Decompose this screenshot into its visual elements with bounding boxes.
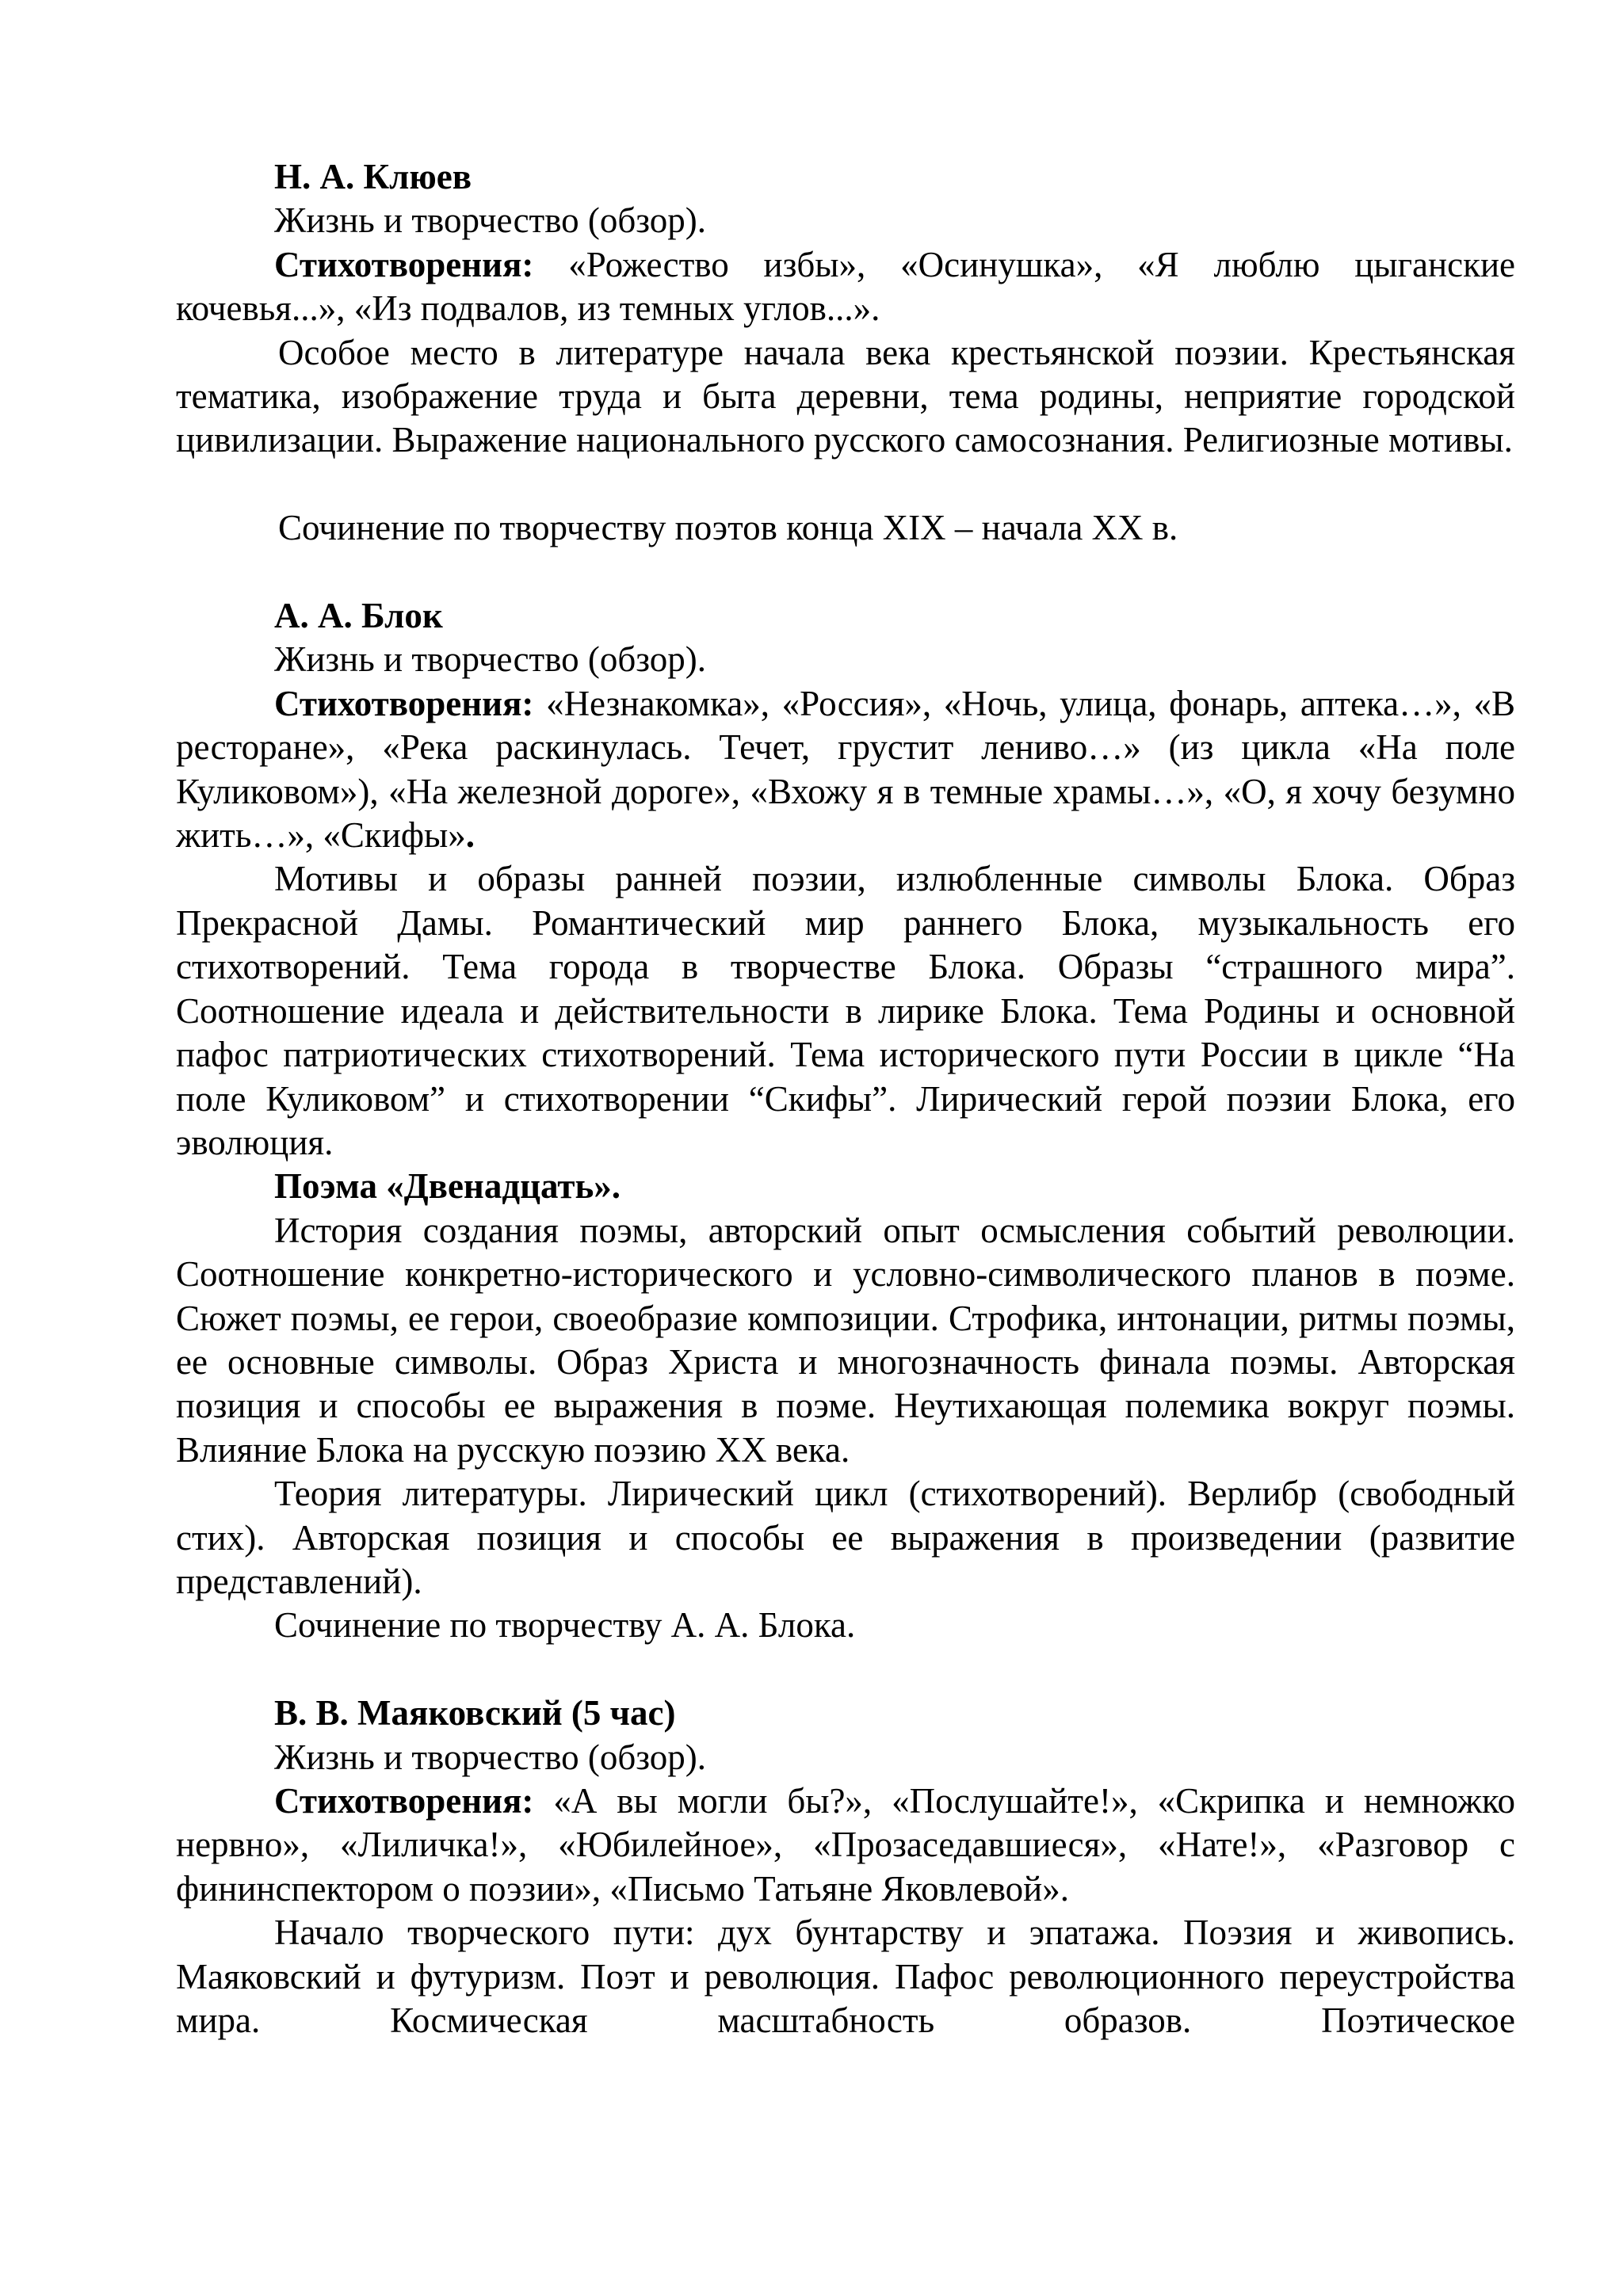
spacer bbox=[176, 551, 1515, 594]
kluev-poems-list: «Рожество избы», «Осинушка», «Я люблю цыганские кочевья...», «Из подвалов, из темных углов...». bbox=[176, 244, 1515, 329]
mayakovsky-life: Жизнь и творчество (обзор). bbox=[274, 1737, 707, 1777]
mayakovsky-heading: В. В. Маяковский (5 час) bbox=[274, 1693, 676, 1733]
kluev-life: Жизнь и творчество (обзор). bbox=[274, 200, 707, 241]
document-page bbox=[176, 155, 1515, 2042]
kluev-poems-label: Стихотворения: bbox=[274, 244, 534, 284]
mayakovsky-poems bbox=[176, 1779, 1515, 1911]
spacer bbox=[176, 1648, 1515, 1691]
blok-poems bbox=[176, 682, 1515, 858]
blok-text: Мотивы и образы ранней поэзии, излюбленные символы Блока. Образ Прекрасной Дамы. Романтический мир раннего Блока, музыкальность его стихотворений. Тема города в творчестве Блока. Образы “страшного мира”. Соотношение идеала и действительности в лирике Блока. Тема Родины и основной пафос патриотических стихотворений. Тема исторического пути России в цикле “На поле Куликовом” и стихотворении “Скифы”. Лирический герой поэзии Блока, его эволюция. bbox=[176, 859, 1515, 1162]
mayakovsky-text: Начало творческого пути: дух бунтарству и эпатажа. Поэзия и живопись. Маяковский и футуризм. Поэт и революция. Пафос революционного переустройства мира. Космическая масштабность образов. Поэтическое bbox=[176, 1913, 1515, 2041]
blok-poem-text: История создания поэмы, авторский опыт осмысления событий революции. Соотношение конкретно-исторического и условно-символического планов в поэме. Сюжет поэмы, ее герои, своеобразие композиции. Строфика, интонации, ритмы поэмы, ее основные символы. Образ Христа и многозначность финала поэмы. Авторская позиция и способы ее выражения в поэме. Неутихающая полемика вокруг поэмы. Влияние Блока на русскую поэзию XX века. bbox=[176, 1210, 1515, 1470]
blok-poems-list: «Незнакомка», «Россия», «Ночь, улица, фонарь, аптека…», «В ресторане», «Река раскинулась. Течет, грустит лениво…» (из цикла «На поле Куликовом»), «На железной дороге», «Вхожу я в темные храмы…», «О, я хочу безумно жить…», «Скифы» bbox=[176, 683, 1515, 856]
mayakovsky-poems-label: Стихотворения: bbox=[274, 1780, 534, 1821]
essay-poets: Сочинение по творчеству поэтов конца XIX – начала XX в. bbox=[278, 508, 1178, 548]
spacer bbox=[176, 463, 1515, 506]
kluev-poems bbox=[176, 243, 1515, 331]
kluev-text: Особое место в литературе начала века крестьянской поэзии. Крестьянская тематика, изображение труда и быта деревни, тема родины, неприятие городской цивилизации. Выражение национального русского самосознания. Религиозные мотивы. bbox=[176, 332, 1515, 460]
blok-theory: Теория литературы. Лирический цикл (стихотворений). Верлибр (свободный стих). Авторская позиция и способы ее выражения в произведении (развитие представлений). bbox=[176, 1474, 1515, 1601]
kluev-heading: Н. А. Клюев bbox=[274, 157, 472, 196]
mayakovsky-poems-list: «А вы могли бы?», «Послушайте!», «Скрипка и немножко нервно», «Лиличка!», «Юбилейное», «Прозаседавшиеся», «Нате!», «Разговор с фининспектором о поэзии», «Письмо Татьяне Яковлевой». bbox=[176, 1780, 1515, 1909]
blok-poems-label: Стихотворения: bbox=[274, 683, 534, 723]
blok-life: Жизнь и творчество (обзор). bbox=[274, 639, 707, 680]
blok-heading: А. А. Блок bbox=[274, 596, 443, 636]
blok-essay: Сочинение по творчеству А. А. Блока. bbox=[274, 1605, 856, 1646]
blok-poems-end: . bbox=[465, 815, 475, 856]
blok-poem-title: Поэма «Двенадцать». bbox=[274, 1166, 621, 1207]
